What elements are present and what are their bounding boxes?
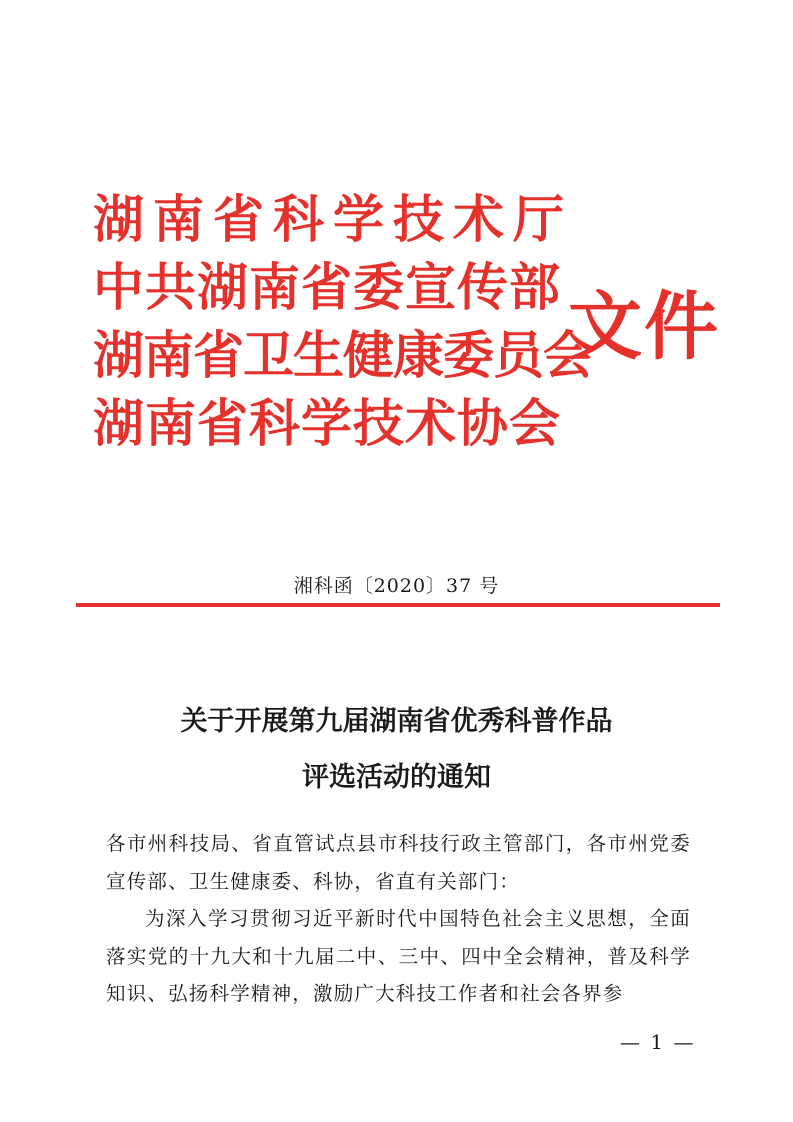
- document-title: [0, 694, 793, 806]
- salutation: 各市州科技局、省直管试点县市科技行政主管部门，各市州党委宣传部、卫生健康委、科协，省直有关部门：: [106, 832, 691, 893]
- issuer-line: 湖南省科学技术协会: [93, 394, 562, 454]
- issuer-line: 中共湖南省委宣传部: [93, 258, 562, 318]
- body-paragraph: 为深入学习贯彻习近平新时代中国特色社会主义思想，全面落实党的十九大和十九届二中、三中、四中全会精神，普及科学知识、弘扬科学精神，激励广大科技工作者和社会各界参: [106, 907, 691, 1005]
- document-suffix: 文件: [568, 284, 720, 370]
- document-body: [106, 825, 691, 1013]
- title-line-1: 关于开展第九届湖南省优秀科普作品: [180, 706, 613, 737]
- page-number: — 1 —: [620, 1030, 696, 1054]
- red-divider: [76, 603, 720, 607]
- issuing-authorities: [93, 186, 594, 458]
- issuer-line: 湖南省科学技术厅: [93, 190, 574, 250]
- document-number: 湘科函〔2020〕37 号: [293, 575, 500, 597]
- issuer-line: 湖南省卫生健康委员会: [93, 326, 594, 386]
- title-line-2: 评选活动的通知: [302, 762, 491, 793]
